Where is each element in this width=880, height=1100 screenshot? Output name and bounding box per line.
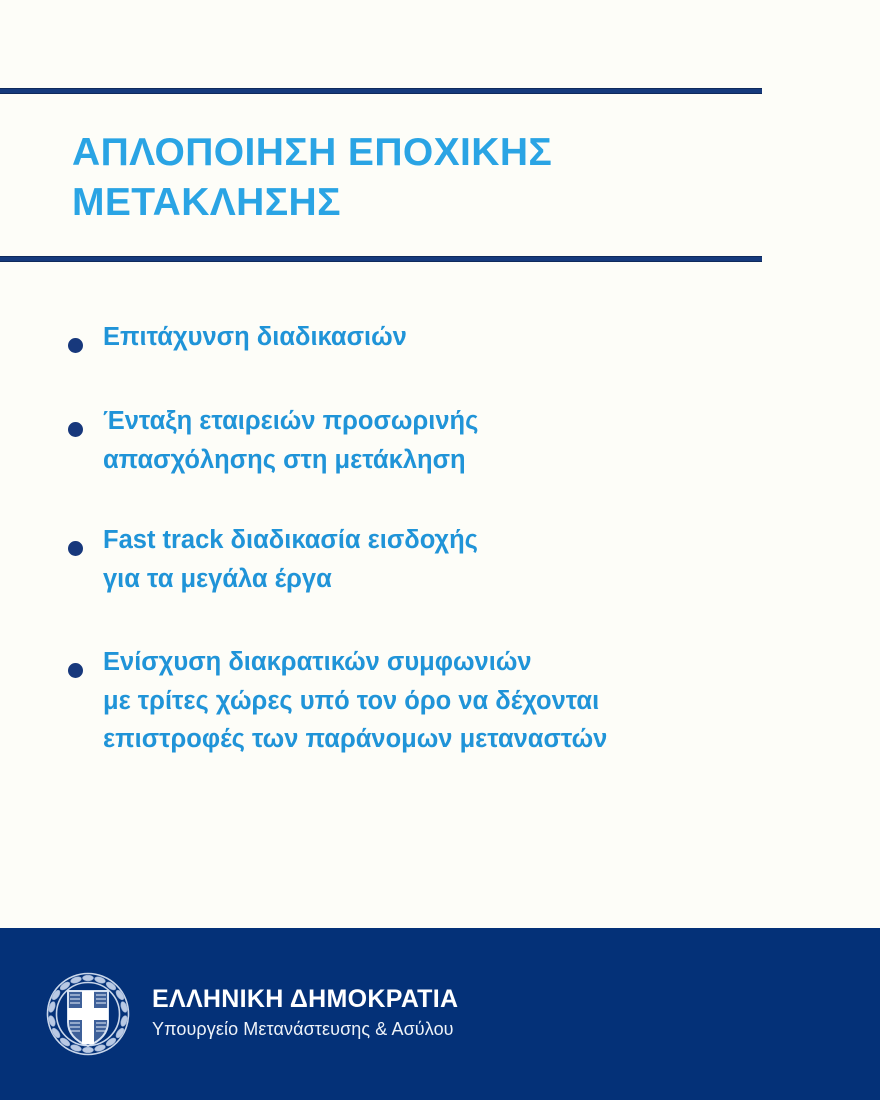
footer-text-block bbox=[152, 984, 458, 1043]
page-title bbox=[0, 94, 762, 256]
header-block bbox=[0, 88, 762, 262]
list-item bbox=[0, 643, 880, 759]
bullet-line: με τρίτες χώρες υπό τον όρο να δέχονται bbox=[103, 686, 600, 715]
bullet-dot-icon bbox=[68, 541, 83, 556]
bullet-line: επιστροφές των παράνομων μεταναστών bbox=[103, 725, 608, 754]
bullet-line: Ένταξη εταιρειών προσωρινής bbox=[103, 406, 479, 435]
bullet-dot-icon bbox=[68, 338, 83, 353]
footer-bar bbox=[0, 928, 880, 1100]
header-rule-bottom bbox=[0, 256, 762, 262]
bullet-line: Fast track διαδικασία εισδοχής bbox=[103, 526, 478, 555]
list-item bbox=[0, 318, 880, 357]
bullet-line: απασχόλησης στη μετάκληση bbox=[103, 445, 466, 474]
footer-title: ΕΛΛΗΝΙΚΗ ΔΗΜΟΚΡΑΤΙΑ bbox=[152, 985, 459, 1014]
bullet-line: Ενίσχυση διακρατικών συμφωνιών bbox=[103, 647, 532, 676]
bullet-list bbox=[0, 318, 880, 759]
bullet-dot-icon bbox=[68, 663, 83, 678]
bullet-line: Επιτάχυνση διαδικασιών bbox=[103, 323, 407, 351]
page-title-line-2: ΜΕΤΑΚΛΗΣΗΣ bbox=[72, 180, 341, 224]
list-item bbox=[0, 521, 880, 599]
greek-coat-of-arms-icon bbox=[38, 964, 138, 1064]
bullet-dot-icon bbox=[68, 422, 83, 437]
list-item bbox=[0, 402, 880, 480]
page-title-line-1: ΑΠΛΟΠΟΙΗΣΗ ΕΠΟΧΙΚΗΣ bbox=[72, 131, 553, 174]
footer-subtitle: Υπουργείο Μετανάστευσης & Ασύλου bbox=[152, 1019, 454, 1040]
bullet-line: για τα μεγάλα έργα bbox=[103, 565, 332, 593]
